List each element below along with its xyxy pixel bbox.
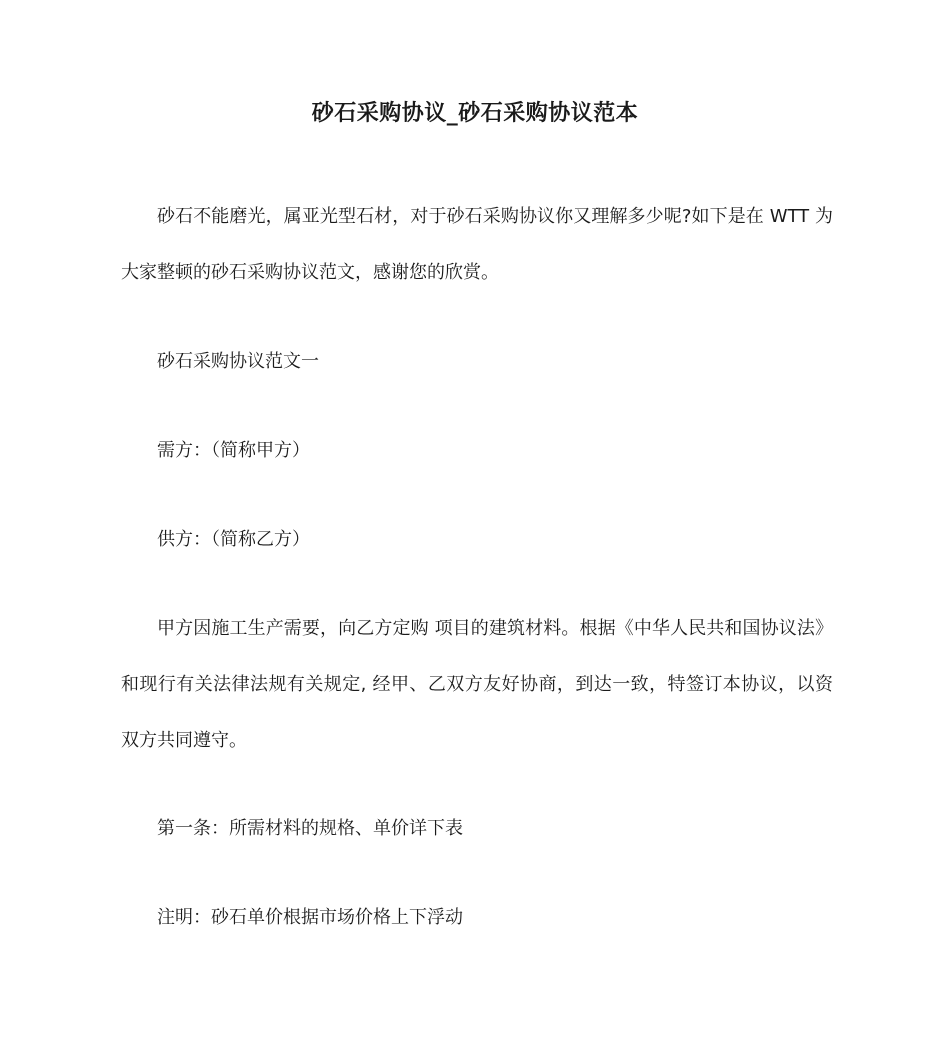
article-one-line: 第一条：所需材料的规格、单价详下表 xyxy=(157,818,463,839)
section-heading: 砂石采购协议范文一 xyxy=(157,351,319,372)
note-line: 注明：砂石单价根据市场价格上下浮动 xyxy=(157,907,463,928)
document-title: 砂石采购协议_砂石采购协议范本 xyxy=(311,101,639,126)
intro-paragraph: 砂石不能磨光，属亚光型石材，对于砂石采购协议你又理解多少呢?如下是在 WTT 为大家整顿的砂石采购协议范文，感谢您的欣赏。 xyxy=(121,206,833,283)
preamble-paragraph: 甲方因施工生产需要，向乙方定购 项目的建筑材料。根据《中华人民共和国协议法》和现行有关法律法规有关规定, 经甲、乙双方友好协商，到达一致，特签订本协议，以资双方共同遵守。 xyxy=(121,618,833,751)
buyer-line: 需方：（简称甲方） xyxy=(157,440,310,461)
supplier-line: 供方：（简称乙方） xyxy=(157,529,310,550)
